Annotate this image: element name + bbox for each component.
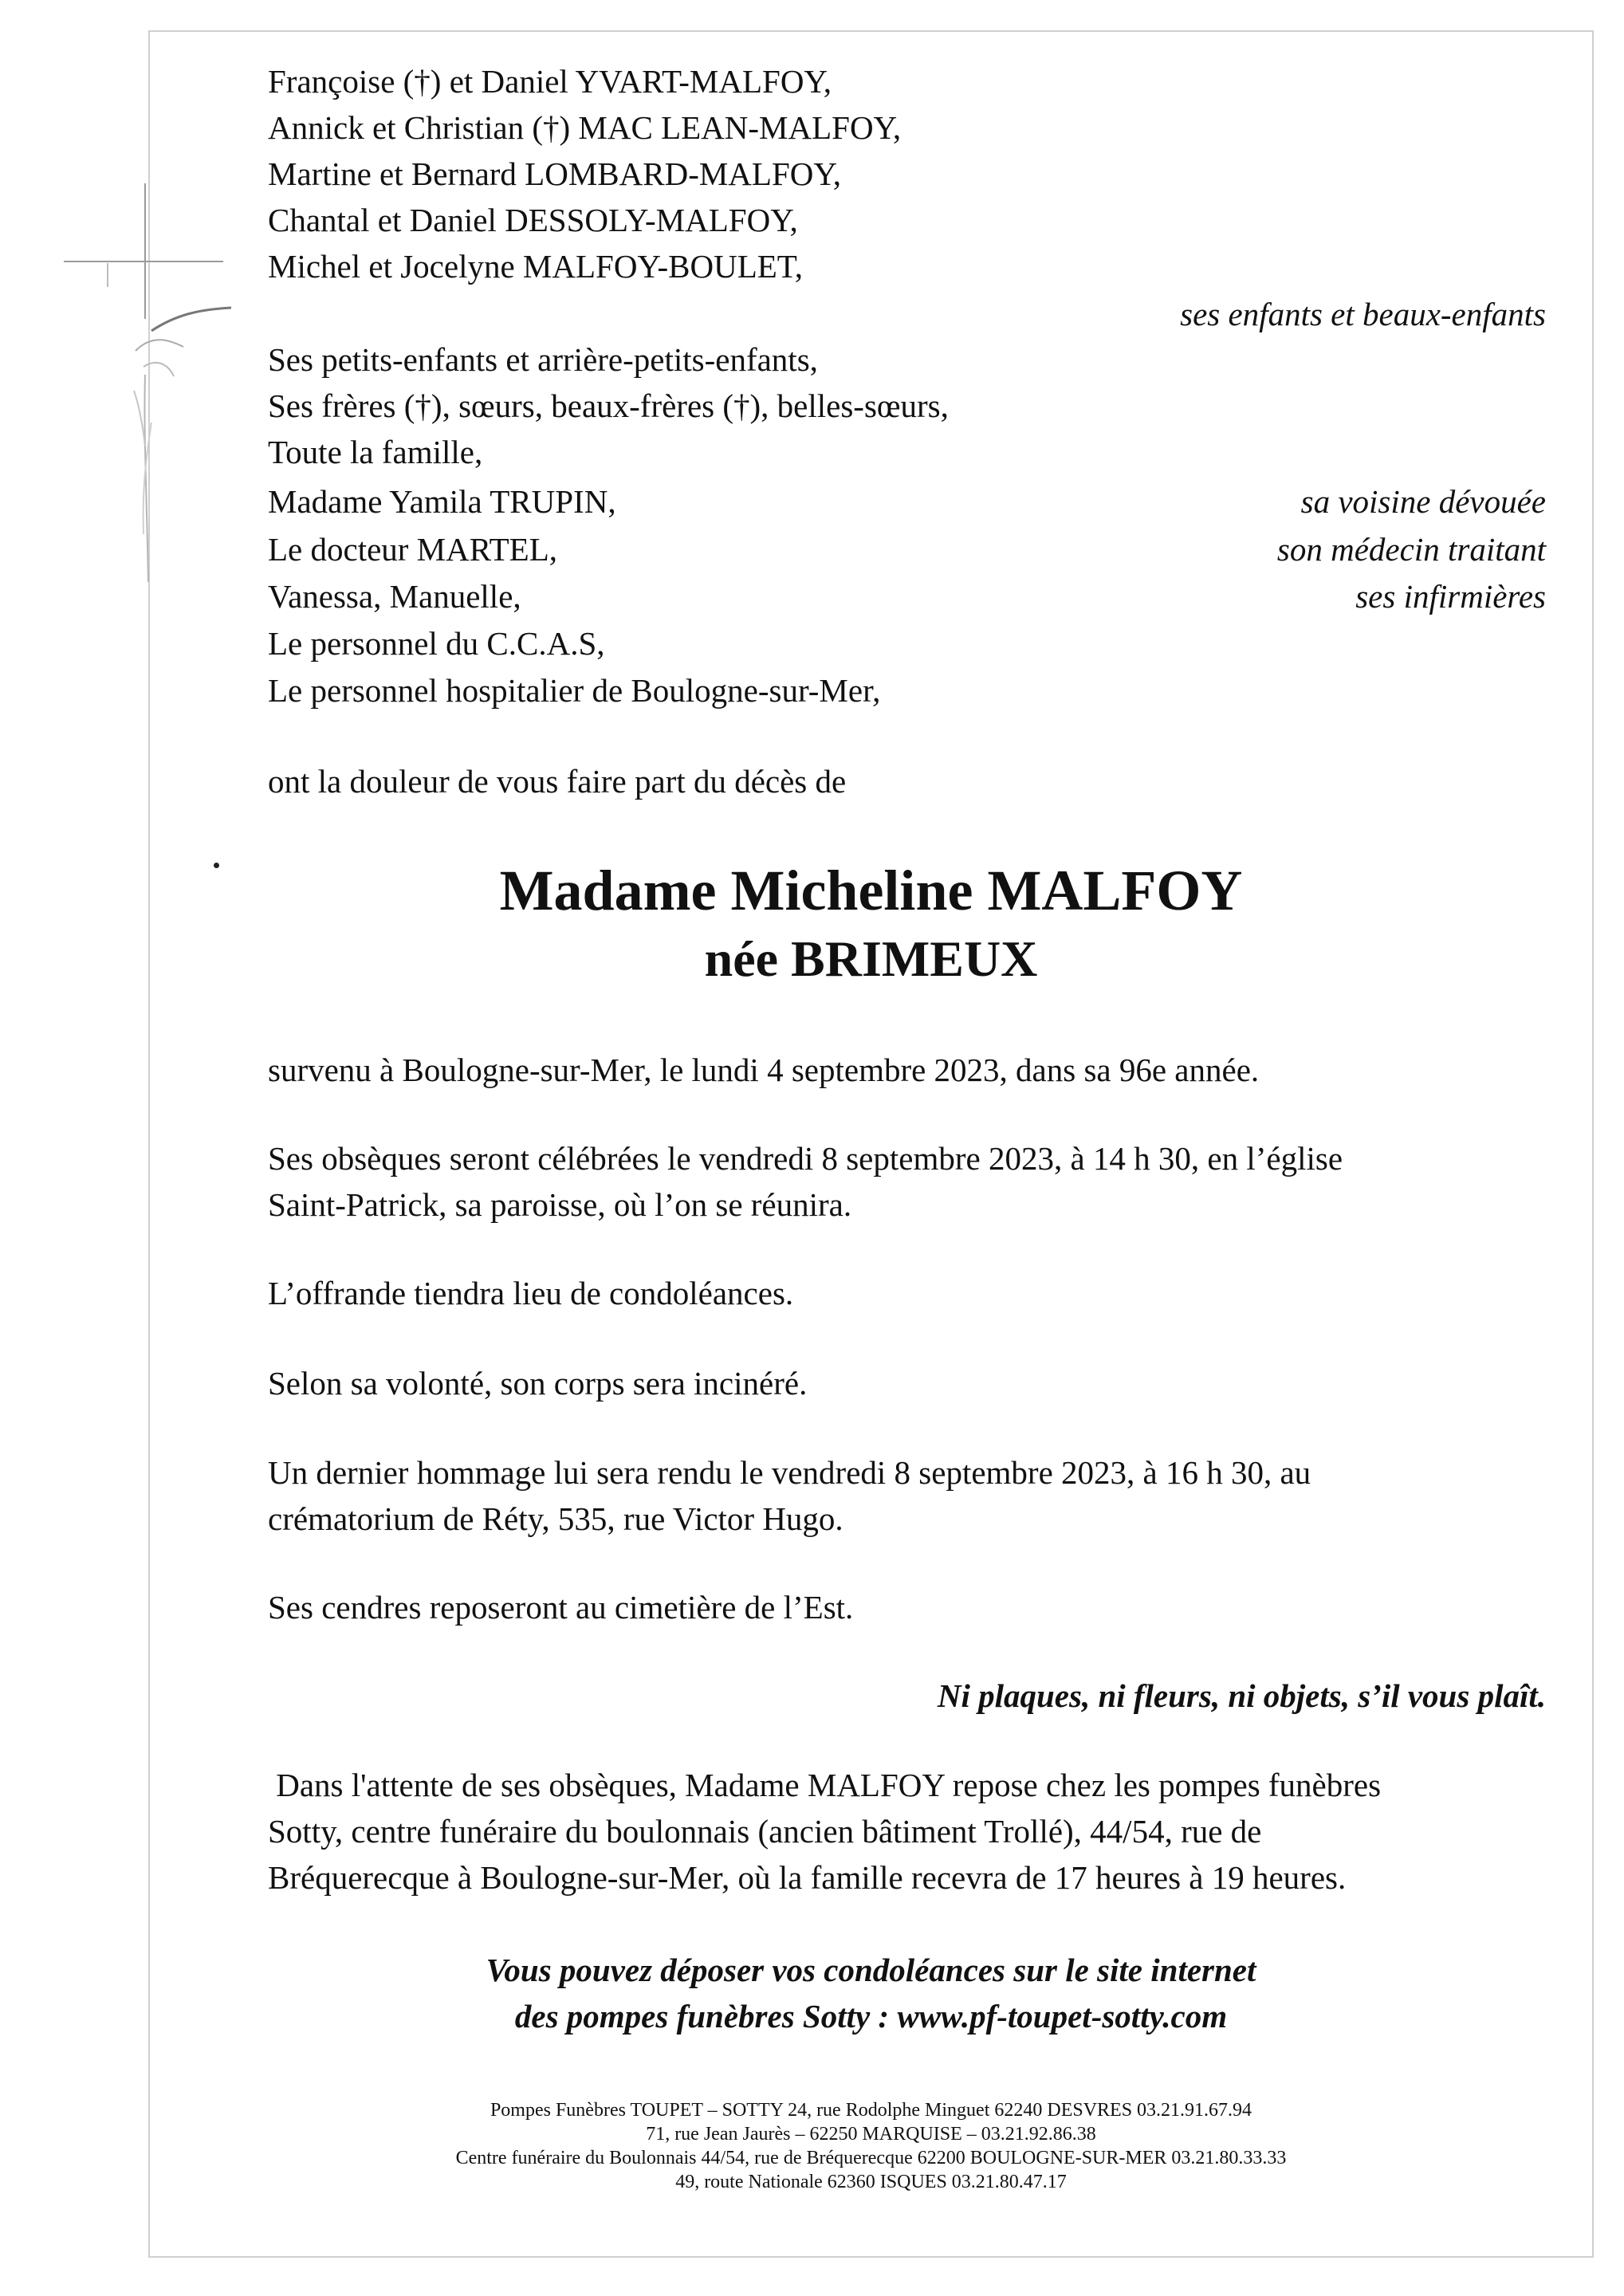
cross-icon xyxy=(64,167,239,614)
relative-line: Madame Yamila TRUPIN, xyxy=(268,483,616,520)
ashes-paragraph: Ses cendres reposeront au cimetière de l’Est. xyxy=(268,1589,854,1626)
relative-line: Le personnel du C.C.A.S, xyxy=(268,625,605,662)
footer-line: Centre funéraire du Boulonnais 44/54, rue de Bréquerecque 62200 BOULOGNE-SUR-MER 03.21.80.33.33 xyxy=(455,2148,1287,2168)
tribute-paragraph: crématorium de Réty, 535, rue Victor Hugo. xyxy=(268,1500,843,1537)
funeral-home-footer xyxy=(148,2098,1594,2194)
relative-line: Le personnel hospitalier de Boulogne-sur-Mer, xyxy=(268,672,881,709)
role-doctor: son médecin traitant xyxy=(1276,531,1546,568)
cremation-paragraph: Selon sa volonté, son corps sera incinéré. xyxy=(268,1365,808,1402)
role-nurses: ses infirmières xyxy=(1355,578,1546,615)
relative-line: Vanessa, Manuelle, xyxy=(268,578,521,615)
relative-line: Toute la famille, xyxy=(268,434,483,470)
rest-paragraph: Sotty, centre funéraire du boulonnais (ancien bâtiment Trollé), 44/54, rue de xyxy=(268,1813,1262,1850)
family-line: Martine et Bernard LOMBARD-MALFOY, xyxy=(268,155,841,192)
tribute-paragraph: Un dernier hommage lui sera rendu le vendredi 8 septembre 2023, à 16 h 30, au xyxy=(268,1454,1311,1491)
role-neighbor: sa voisine dévouée xyxy=(1300,483,1546,520)
relative-line: Ses petits-enfants et arrière-petits-enfants, xyxy=(268,341,818,378)
death-paragraph: survenu à Boulogne-sur-Mer, le lundi 4 septembre 2023, dans sa 96e année. xyxy=(268,1052,1260,1088)
family-line: Michel et Jocelyne MALFOY-BOULET, xyxy=(268,248,804,285)
funeral-paragraph: Ses obsèques seront célébrées le vendredi 8 septembre 2023, à 14 h 30, en l’église xyxy=(268,1140,1343,1177)
rest-paragraph: Dans l'attente de ses obsèques, Madame MALFOY repose chez les pompes funèbres xyxy=(268,1767,1382,1803)
family-line: Chantal et Daniel DESSOLY-MALFOY, xyxy=(268,202,798,238)
condolences-website: des pompes funèbres Sotty : www.pf-toupet-sotty.com xyxy=(514,1998,1228,2035)
funeral-paragraph: Saint-Patrick, sa paroisse, où l’on se réunira. xyxy=(268,1186,852,1223)
footer-line: Pompes Funèbres TOUPET – SOTTY 24, rue Rodolphe Minguet 62240 DESVRES 03.21.91.67.94 xyxy=(490,2100,1252,2121)
deceased-maiden-name: née BRIMEUX xyxy=(704,930,1038,987)
family-role: ses enfants et beaux-enfants xyxy=(1180,296,1546,332)
family-line: Annick et Christian (†) MAC LEAN-MALFOY, xyxy=(268,109,902,146)
deceased-name: Madame Micheline MALFOY xyxy=(499,859,1243,922)
relative-line: Le docteur MARTEL, xyxy=(268,531,558,568)
announcement: ont la douleur de vous faire part du décès de xyxy=(268,763,847,800)
footer-line: 71, rue Jean Jaurès – 62250 MARQUISE – 03.21.92.86.38 xyxy=(646,2124,1096,2145)
relative-line: Ses frères (†), sœurs, beaux-frères (†), belles-sœurs, xyxy=(268,387,949,424)
family-line: Françoise (†) et Daniel YVART-MALFOY, xyxy=(268,63,832,100)
offering-paragraph: L’offrande tiendra lieu de condoléances. xyxy=(268,1275,794,1311)
rest-paragraph: Bréquerecque à Boulogne-sur-Mer, où la famille recevra de 17 heures à 19 heures. xyxy=(268,1859,1347,1896)
no-flowers-notice: Ni plaques, ni fleurs, ni objets, s’il vous plaît. xyxy=(937,1677,1546,1714)
condolences-website: Vous pouvez déposer vos condoléances sur le site internet xyxy=(486,1952,1256,1988)
footer-line: 49, route Nationale 62360 ISQUES 03.21.80.47.17 xyxy=(675,2172,1067,2192)
